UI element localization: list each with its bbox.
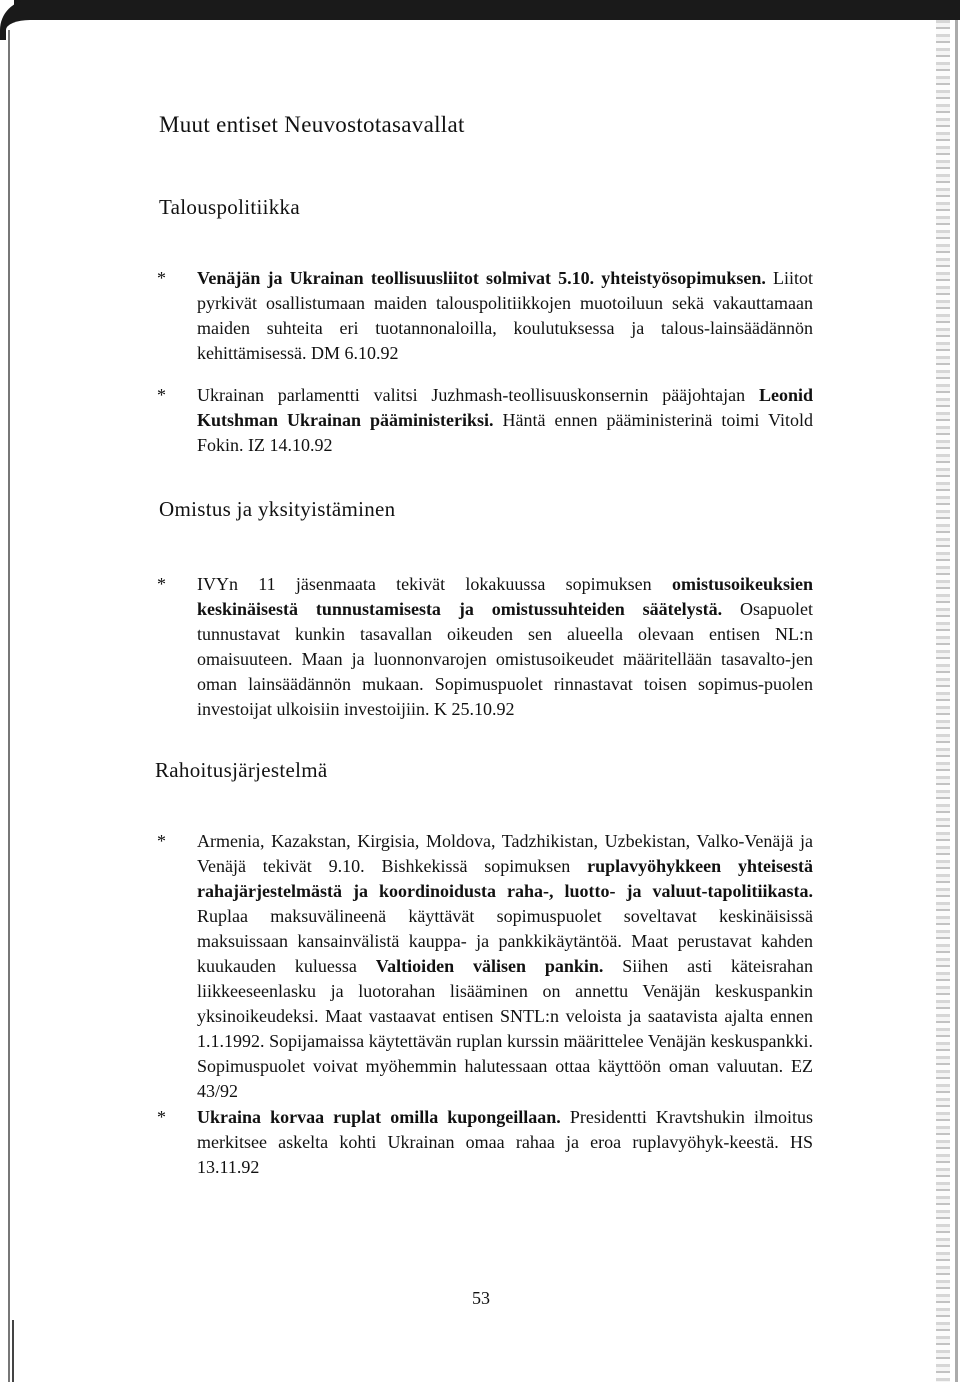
item-text: Liitot pyrkivät osallistumaan maiden talouspolitiikkojen muotoiluun sekä vakauttamaan maiden suhteita eri tuotannonaloilla, koulutuksessa ja talous-lainsäädännön kehittämisessä. DM 6.10.92 — [197, 268, 813, 363]
bullet: * — [157, 385, 166, 405]
list-item — [157, 829, 813, 1104]
item-bold-text: ruplavyöhykkeen yhteisestä rahajärjestelmästä ja koordinoidusta raha-, luotto- ja valuut-tapolitiikasta. — [197, 856, 813, 901]
item-text: Osapuolet tunnustavat kunkin tasavallan oikeuden sen alueella olevaan entisen NL:n omaisuuteen. Maan ja luonnonvarojen omistusoikeudet määritellään tasavalto-jen oman lainsäädännön mukaan. Sopimuspuolet rinnastavat toisen sopimus-puolen investoijat ulkoisiin investoijiin. K 25.10.92 — [197, 599, 813, 719]
item-text: Ruplaa maksuvälineenä käyttävät sopimuspuolet soveltavat keskinäisissä maksuissaan kansainvälistä kauppa- ja pankkikäytäntöä. Maat perustavat kahden kuukauden kuluessa — [197, 906, 813, 976]
list-item — [157, 383, 813, 458]
item-text: Ukrainan parlamentti valitsi Juzhmash-teollisuuskonsernin pääjohtajan — [197, 385, 759, 405]
item-bold-text: Valtioiden välisen pankin. — [375, 956, 604, 976]
scan-corner — [0, 0, 40, 40]
section-heading-talouspolitiikka: Talouspolitiikka — [159, 195, 300, 219]
item-bold-text: Ukraina korvaa ruplat omilla kupongeillaan. — [197, 1107, 561, 1127]
section-heading-rahoitusjarjestelma: Rahoitusjärjestelmä — [155, 758, 328, 782]
bullet: * — [157, 574, 166, 594]
scan-top-border — [14, 0, 960, 20]
page-title: Muut entiset Neuvostotasavallat — [159, 112, 465, 137]
item-bold-text: Venäjän ja Ukrainan teollisuusliitot solmivat 5.10. yhteistyösopimuksen. — [197, 268, 766, 288]
bullet: * — [157, 268, 166, 288]
scan-left-edge-dark — [12, 1320, 14, 1382]
list-item — [157, 1105, 813, 1180]
scan-right-edge — [936, 20, 950, 1382]
item-text: Siihen asti käteisrahan liikkeeseenlasku ja luotorahan lisääminen on annettu Venäjän keskuspankin yksinoikeudeksi. Maat vastaavat entisen SNTL:n veloista ja saatavista ajalta ennen 1.1.1992. Sopijamaissa käytettävän ruplan kurssin määrittelee Venäjän keskuspankki. Sopimuspuolet voivat myöhemmin halutessaan ottaa käyttöön oman valuutan. EZ 43/92 — [197, 956, 814, 1101]
item-text: IVYn 11 jäsenmaata tekivät lokakuussa sopimuksen — [197, 574, 672, 594]
section-heading-omistus: Omistus ja yksityistäminen — [159, 497, 396, 521]
bullet: * — [157, 831, 166, 851]
item-bold-text: Leonid Kutshman Ukrainan pääministeriksi. — [197, 385, 813, 430]
item-bold-text: omistusoikeuksien keskinäisestä tunnustamisesta ja omistussuhteiden säätelystä. — [197, 574, 813, 619]
list-item — [157, 266, 813, 366]
item-text: Presidentti Kravtshukin ilmoitus merkitsee askelta kohti Ukrainan omaa rahaa ja eroa ruplavyöhyk-keestä. HS 13.11.92 — [197, 1107, 813, 1177]
scan-left-edge — [8, 30, 10, 1382]
item-text: Armenia, Kazakstan, Kirgisia, Moldova, Tadzhikistan, Uzbekistan, Valko-Venäjä ja Venäjä tekivät 9.10. Bishkekissä sopimuksen — [197, 831, 813, 876]
scan-right-edge-line — [955, 20, 958, 1382]
page-number: 53 — [472, 1288, 490, 1308]
list-item — [157, 572, 813, 722]
bullet: * — [157, 1107, 166, 1127]
item-text: Häntä ennen pääministerinä toimi Vitold Fokin. IZ 14.10.92 — [197, 410, 813, 455]
